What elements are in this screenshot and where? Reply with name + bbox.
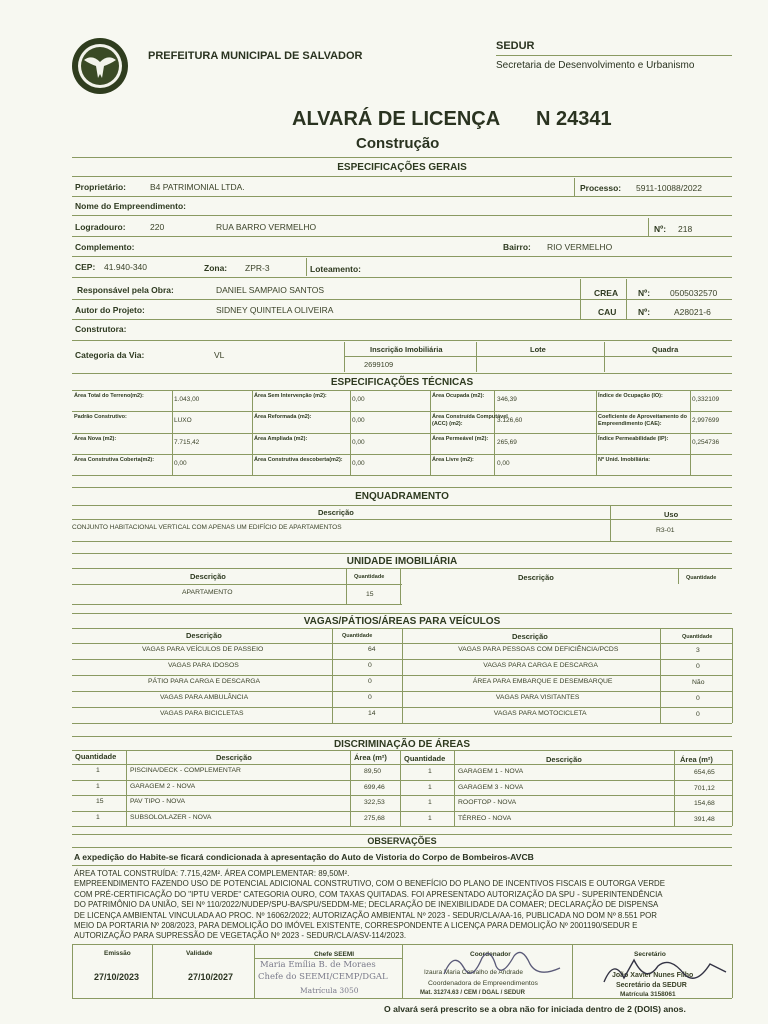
parking-qty2: 0 xyxy=(696,695,700,702)
parking-qty: 0 xyxy=(368,662,372,669)
tech-spec-value: 7.715,42 xyxy=(174,438,200,446)
area-desc: PISCINA/DECK - COMPLEMENTAR xyxy=(130,767,241,774)
enterprise-label: Nome do Empreendimento: xyxy=(75,201,186,211)
grid-line xyxy=(72,811,732,812)
grid-line xyxy=(72,795,732,796)
area-desc-header: Descrição xyxy=(216,753,252,762)
area-size: 322,53 xyxy=(364,799,385,806)
number-value: 218 xyxy=(678,224,693,234)
unit-desc2-header: Descrição xyxy=(518,573,554,582)
tech-spec-label: Padrão Construtivo: xyxy=(74,414,127,421)
parking-qty2: 3 xyxy=(696,647,700,654)
owner-value: B4 PATRIMONIAL LTDA. xyxy=(150,182,245,192)
parking-desc2: VAGAS PARA MOTOCICLETA xyxy=(493,710,587,717)
tech-spec-label: Área Sem Intervenção (m2): xyxy=(254,393,327,399)
area-size: 699,46 xyxy=(364,783,385,791)
section-tecnicas: ESPECIFICAÇÕES TÉCNICAS xyxy=(330,377,474,388)
area-desc: SUBSOLO/LAZER - NOVA xyxy=(130,813,212,821)
tech-spec-label: Área Livre (m2): xyxy=(432,456,474,463)
secretary-label: Secretário xyxy=(634,951,666,958)
tech-spec-value: 346,39 xyxy=(497,396,517,403)
parking-qty2: 0 xyxy=(696,663,700,670)
secretary-name: João Xavier Nunes Filho xyxy=(612,972,694,979)
secretary-role: Secretário da SEDUR xyxy=(616,982,687,989)
parking-desc: VAGAS PARA AMBULÂNCIA xyxy=(160,694,249,701)
parking-desc2: VAGAS PARA CARGA E DESCARGA xyxy=(483,662,598,669)
license-number: N 24341 xyxy=(536,108,612,130)
parking-desc2: VAGAS PARA VISITANTES xyxy=(495,694,580,701)
tech-spec-value: 1.043,00 xyxy=(174,396,200,403)
parking-qty: 14 xyxy=(368,710,376,717)
coordinator-registration: Mat. 31274.63 / CEM / DGAL / SEDUR xyxy=(420,990,525,996)
area-qty: 1 xyxy=(96,813,100,821)
complement-label: Complemento: xyxy=(75,242,135,252)
cau-label: CAU xyxy=(598,307,617,317)
area-qty-header: Quantidade xyxy=(75,752,117,761)
tech-spec-value: 0,00 xyxy=(497,459,510,467)
salvador-seal-icon xyxy=(70,36,130,96)
unit-qty-header: Quantidade xyxy=(354,574,385,580)
tech-spec-value: 0,00 xyxy=(174,459,187,467)
observation-line: AUTORIZAÇÃO PARA SUPRESSÃO DE VEGETAÇÃO Nº 2023 - SEDUR/CLA/ASV-114/2023. xyxy=(74,931,407,941)
cep-value: 41.940-340 xyxy=(104,262,148,272)
grid-line xyxy=(72,433,732,434)
chief-role: Chefe do SEEMI/CEMP/DGAL xyxy=(258,972,388,982)
parking-desc: VAGAS PARA VEÍCULOS DE PASSEIO xyxy=(142,646,264,653)
tech-spec-label: Área Permeável (m2): xyxy=(432,435,489,442)
parking-desc-header: Descrição xyxy=(186,631,222,640)
coordinator-name: Izaura Maria Carvalho de Andrade xyxy=(424,969,524,976)
crea-label: CREA xyxy=(594,288,619,298)
crea-value: 0505032570 xyxy=(670,288,718,298)
area-qty: 1 xyxy=(96,782,100,790)
responsible-value: DANIEL SAMPAIO SANTOS xyxy=(216,285,325,295)
chief-label: Chefe SEEMI xyxy=(314,951,355,958)
area-qty: 15 xyxy=(96,798,104,805)
parking-qty: 0 xyxy=(368,694,372,701)
area-size: 275,68 xyxy=(364,814,385,822)
process-label: Processo: xyxy=(580,183,622,193)
observation-line: COM PRÉ-CERTIFICAÇÃO DO "IPTU VERDE" CATEGORIA OURO, COM TAXAS QUITADAS. FOI APRESENTADO AUTORIZAÇÃO DA SPU - SUPERINTENDÊNCIA xyxy=(74,889,663,899)
tech-spec-value: 0,332109 xyxy=(692,396,720,403)
grid-line xyxy=(454,750,455,826)
area-qty2-header: Quantidade xyxy=(404,754,446,763)
tech-spec-value: 265,69 xyxy=(497,438,517,446)
parking-qty2: 0 xyxy=(696,711,700,718)
validity-note: O alvará será prescrito se a obra não for iniciada dentro de 2 (DOIS) anos. xyxy=(384,1004,686,1014)
chief-name: Maria Emília B. de Moraes xyxy=(260,960,376,970)
section-observacoes: OBSERVAÇÕES xyxy=(367,836,437,846)
area-size-header: Área (m²) xyxy=(354,753,387,762)
grid-line xyxy=(350,750,351,826)
parking-qty2-header: Quantidade xyxy=(682,634,713,640)
tech-spec-label: Área Nova (m2): xyxy=(74,435,117,442)
tech-spec-value: 0,254736 xyxy=(692,438,720,446)
section-gerais: ESPECIFICAÇÕES GERAIS xyxy=(337,162,467,173)
tech-spec-value: 2,997699 xyxy=(692,417,720,425)
grid-line xyxy=(72,707,732,708)
registration-label: Inscrição Imobiliária xyxy=(370,345,443,354)
grid-line xyxy=(72,659,732,660)
grid-line xyxy=(72,675,732,676)
parking-qty: 0 xyxy=(368,678,372,685)
tech-spec-value: 0,00 xyxy=(352,396,365,403)
area-desc2: GARAGEM 3 - NOVA xyxy=(458,783,524,791)
org-acronym: SEDUR xyxy=(496,40,535,52)
street-value: RUA BARRO VERMELHO xyxy=(216,222,317,232)
coordinator-label: Coordenador xyxy=(470,951,511,958)
unit-qty2-header: Quantidade xyxy=(686,575,717,581)
zone-label: Zona: xyxy=(204,263,228,273)
observation-line: DO PATRIMÔNIO DA UNIÃO, SEI Nº 110/2022/NUDEP/SPU-BA/SPU/SEDDM-ME; DECLARAÇÃO DE INEXIBILIDADE DA COMAER; DECLARAÇÃO DE DISPENSA xyxy=(74,900,659,910)
neighborhood-value: RIO VERMELHO xyxy=(547,242,613,252)
section-areas: DISCRIMINAÇÃO DE ÁREAS xyxy=(333,739,471,750)
validity-date: 27/10/2027 xyxy=(188,972,234,982)
observation-line: EMPREENDIMENTO FAZENDO USO DE POTENCIAL ADICIONAL CONSTRUTIVO, COM O BENEFÍCIO DO PLANO DE INCENTIVOS FISCAIS E OUTORGA VERDE xyxy=(74,879,666,889)
section-unidade: UNIDADE IMOBILIÁRIA xyxy=(346,556,458,567)
issue-label: Emissão xyxy=(104,950,131,957)
secretary-signature xyxy=(600,950,730,990)
street-label: Logradouro: xyxy=(75,222,126,232)
area-desc: PAV TIPO - NOVA xyxy=(130,798,186,805)
cau-value: A28021-6 xyxy=(674,307,711,317)
area-size2-header: Área (m²) xyxy=(680,755,713,764)
grid-line xyxy=(72,764,732,765)
tech-spec-value: 0,00 xyxy=(352,438,365,446)
tech-spec-label: Área Construtiva descoberta(m2): xyxy=(254,456,343,463)
validity-label: Validade xyxy=(186,950,213,957)
author-label: Autor do Projeto: xyxy=(75,305,145,315)
tech-spec-label: Área Construída Computável (ACC) (m2): xyxy=(432,414,508,427)
tech-spec-label: Índice de Ocupação (IO): xyxy=(598,393,663,399)
cau-n-label: Nº: xyxy=(638,307,651,317)
issue-date: 27/10/2023 xyxy=(94,972,140,982)
area-size: 89,50 xyxy=(364,768,382,775)
org-full-name: Secretaria de Desenvolvimento e Urbanismo xyxy=(496,60,695,71)
area-desc2-header: Descrição xyxy=(546,755,582,764)
parking-desc: PÁTIO PARA CARGA E DESCARGA xyxy=(148,678,261,685)
chief-registration: Matrícula 3050 xyxy=(300,986,359,995)
area-qty2: 1 xyxy=(428,814,432,822)
area-desc2: TÉRREO - NOVA xyxy=(458,814,512,822)
coordinator-role: Coordenadora de Empreendimentos xyxy=(428,980,538,987)
section-enquadramento: ENQUADRAMENTO xyxy=(355,491,449,502)
parking-desc2-header: Descrição xyxy=(512,632,548,641)
observation-line: DE LICENÇA AMBIENTAL VINCULADA AO PROC. Nº 16062/2022; AUTORIZAÇÃO AMBIENTAL Nº 2023 - SEDUR/CLA/AA-16, PUBLICADA NO DOM Nº 8.551 POR xyxy=(74,910,657,920)
responsible-label: Responsável pela Obra: xyxy=(77,285,174,295)
area-size2: 154,68 xyxy=(694,800,715,807)
grid-line xyxy=(72,691,732,692)
grid-line xyxy=(72,723,732,724)
number-label: Nº: xyxy=(654,224,667,234)
area-desc: GARAGEM 2 - NOVA xyxy=(130,782,196,790)
grid-line xyxy=(126,750,127,826)
grid-line xyxy=(400,750,401,826)
builder-label: Construtora: xyxy=(75,324,127,334)
grid-line xyxy=(674,750,675,826)
area-qty2: 1 xyxy=(428,768,432,775)
document-title: ALVARÁ DE LICENÇA xyxy=(292,108,501,130)
allotment-label: Loteamento: xyxy=(310,264,361,274)
observation-line: MEIO DA PORTARIA Nº 208/2023, PARA DEMOLIÇÃO DO IMÓVEL EXISTENTE, CORRESPONDENTE A LICENÇA PARA DEMOLIÇÃO Nº 2001190/SEDUR E xyxy=(74,921,638,930)
area-qty: 1 xyxy=(96,767,100,774)
author-value: SIDNEY QUINTELA OLIVEIRA xyxy=(216,305,334,315)
parking-desc2: VAGAS PARA PESSOAS COM DEFICIÊNCIA/PCDS xyxy=(458,646,619,653)
parking-qty2: Não xyxy=(692,679,705,686)
tech-spec-label: Área Total do Terreno(m2): xyxy=(74,393,144,399)
grid-line xyxy=(72,826,732,827)
grid-line xyxy=(732,628,733,723)
crea-n-label: Nº: xyxy=(638,288,651,298)
road-category-label: Categoria da Via: xyxy=(75,350,145,360)
document-subtitle: Construção xyxy=(356,135,440,152)
area-size2: 391,48 xyxy=(694,815,715,823)
unit-qty: 15 xyxy=(366,591,374,598)
section-vagas: VAGAS/PÁTIOS/ÁREAS PARA VEÍCULOS xyxy=(303,616,501,627)
tech-spec-label: Índice Permeabilidade (IP): xyxy=(598,435,669,442)
parking-qty-header: Quantidade xyxy=(342,633,373,639)
observation-line: ÁREA TOTAL CONSTRUÍDA: 7.715,42M². ÁREA COMPLEMENTAR: 89,50M². xyxy=(74,869,350,878)
coordinator-signature xyxy=(438,944,568,984)
grid-line xyxy=(72,780,732,781)
tech-spec-value: 3.126,60 xyxy=(497,417,523,425)
enquadramento-use: R3-01 xyxy=(656,527,675,534)
enquadramento-desc-header: Descrição xyxy=(318,508,354,517)
area-desc2: GARAGEM 1 - NOVA xyxy=(458,768,524,775)
tech-spec-label: Área Construtiva Coberta(m2): xyxy=(74,456,155,463)
enquadramento-use-header: Uso xyxy=(664,510,679,519)
area-qty2: 1 xyxy=(428,799,432,806)
grid-line xyxy=(72,454,732,455)
parking-desc: VAGAS PARA BICICLETAS xyxy=(160,710,244,717)
tech-spec-label: Coeficiente de Aproveitamento do Empreendimento (CAE): xyxy=(598,414,688,427)
owner-label: Proprietário: xyxy=(75,182,127,192)
grid-line xyxy=(732,750,733,826)
parking-desc2: ÁREA PARA EMBARQUE E DESEMBARQUE xyxy=(472,678,613,685)
tech-spec-label: Área Reformada (m2): xyxy=(254,414,312,421)
area-size2: 654,65 xyxy=(694,769,715,776)
area-desc2: ROOFTOP - NOVA xyxy=(458,799,517,806)
habite-se-note: A expedição do Habite-se ficará condicionada à apresentação do Auto de Vistoria do Corpo de Bombeiros-AVCB xyxy=(74,852,534,862)
block-label: Quadra xyxy=(652,345,679,354)
tech-spec-label: Área Ampliada (m2): xyxy=(254,435,308,442)
tech-spec-value: 0,00 xyxy=(352,417,365,425)
unit-desc: APARTAMENTO xyxy=(182,589,233,596)
process-value: 5911-10088/2022 xyxy=(636,183,703,193)
neighborhood-label: Bairro: xyxy=(503,242,531,252)
tech-spec-value: 0,00 xyxy=(352,459,365,467)
area-size2: 701,12 xyxy=(694,784,715,792)
grid-line xyxy=(72,411,732,412)
cep-label: CEP: xyxy=(75,262,96,272)
street-type: 220 xyxy=(150,222,165,232)
enquadramento-desc: CONJUNTO HABITACIONAL VERTICAL COM APENAS UM EDIFÍCIO DE APARTAMENTOS xyxy=(72,524,342,531)
prefeitura-name: PREFEITURA MUNICIPAL DE SALVADOR xyxy=(148,50,363,62)
road-category-value: VL xyxy=(214,350,225,360)
registration-value: 2699109 xyxy=(364,360,394,369)
tech-spec-label: Área Ocupada (m2): xyxy=(432,393,485,399)
secretary-registration: Matrícula 3158061 xyxy=(620,991,676,998)
tech-spec-value: LUXO xyxy=(174,417,192,425)
zone-value: ZPR-3 xyxy=(245,263,270,273)
parking-desc: VAGAS PARA IDOSOS xyxy=(168,662,239,669)
unit-desc-header: Descrição xyxy=(190,572,226,581)
tech-spec-label: Nº Unid. Imobiliária: xyxy=(598,456,651,463)
area-qty2: 1 xyxy=(428,783,432,791)
lot-label: Lote xyxy=(530,345,546,354)
parking-qty: 64 xyxy=(368,646,376,653)
